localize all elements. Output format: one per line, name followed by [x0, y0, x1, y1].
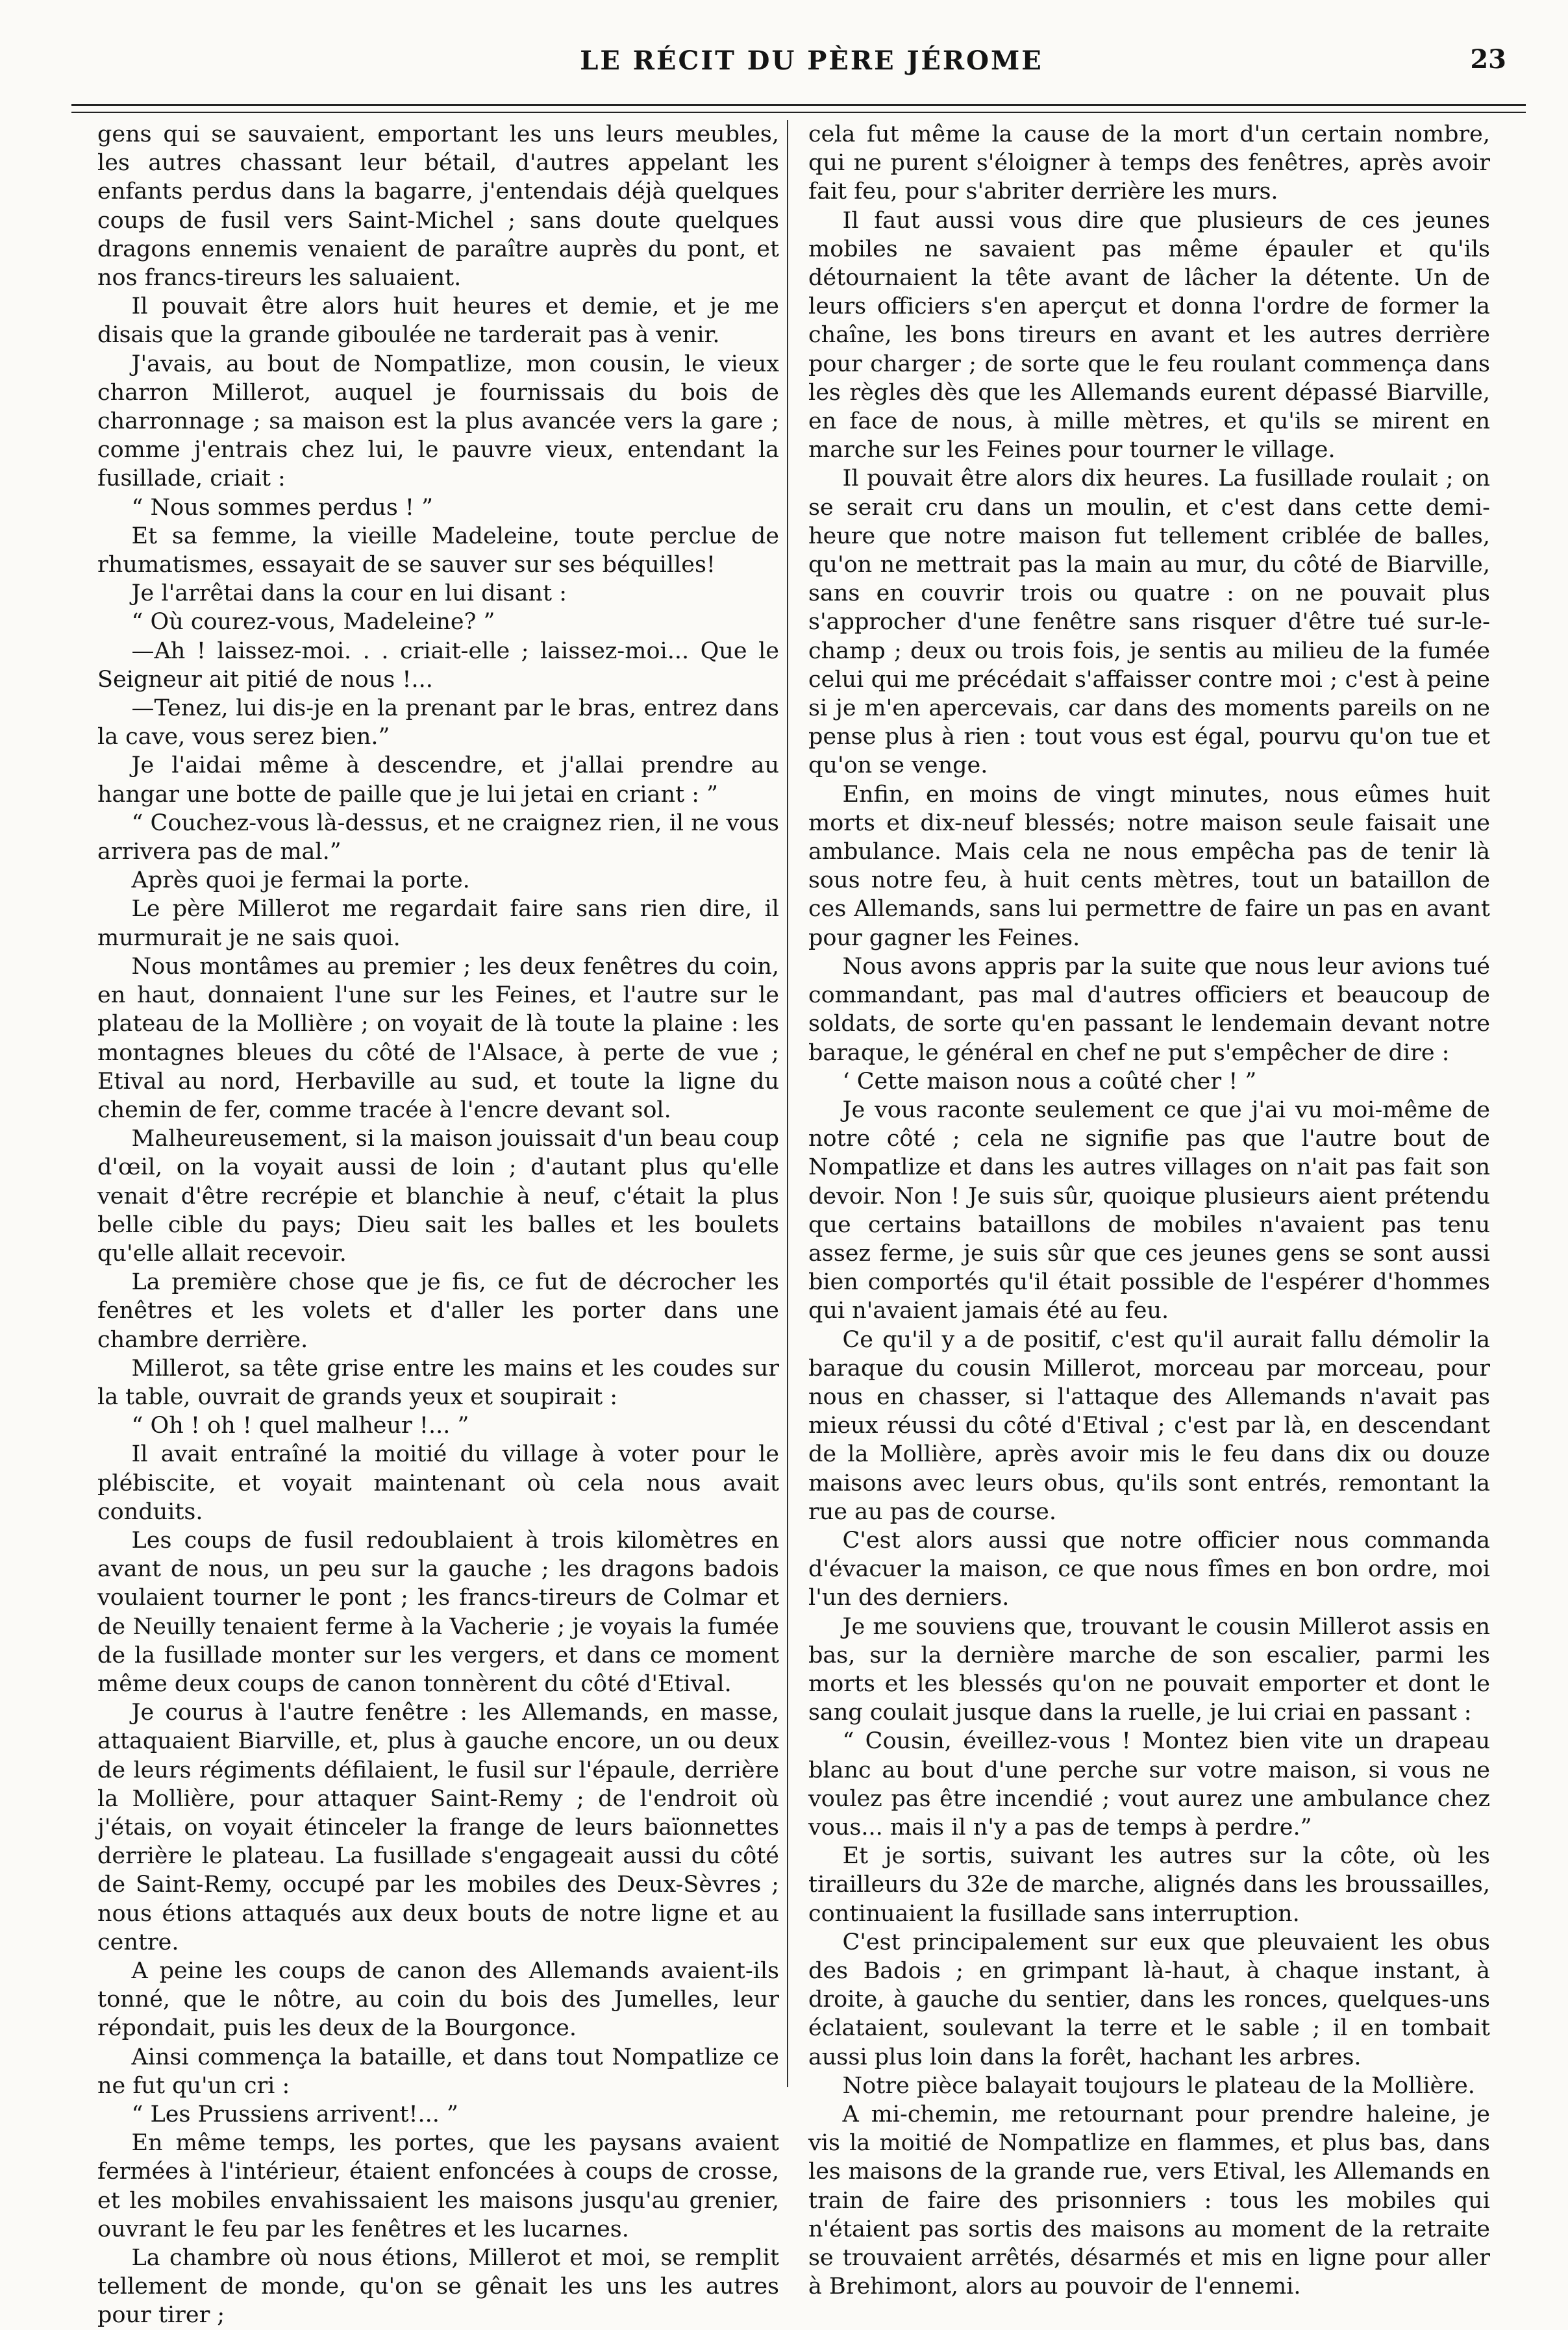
paragraph: Je l'arrêtai dans la cour en lui disant :: [131, 580, 567, 607]
paragraph: Et sa femme, la vieille Madeleine, toute perclue de rhumatismes, essayait de se sauver sur ses béquilles!: [97, 523, 779, 578]
paragraph: “ Couchez-vous là-dessus, et ne craignez rien, il ne vous arrivera pas de mal.”: [97, 810, 779, 865]
right-column: [808, 120, 1490, 2301]
paragraph: “ Nous sommes perdus ! ”: [131, 494, 434, 521]
paragraph: Après quoi je fermai la porte.: [131, 867, 470, 894]
paragraph: Je courus à l'autre fenêtre : les Allemands, en masse, attaquaient Biarville, et, plus à gauche encore, un ou deux de leurs régiments défilaient, le fusil sur l'épaule, derrière la Mollière, pour attaquer Saint-Remy ; de l'endroit où j'étais, on voyait étinceler la frange de leurs baïonnettes derrière le plateau. La fusillade s'engageait aussi du côté de Saint-Remy, occupé par les mobiles des Deux-Sèvres ; nous étions attaqués aux deux bouts de notre ligne et au centre.: [97, 1700, 779, 1955]
column-divider: [787, 120, 788, 2087]
paragraph: “ Les Prussiens arrivent!... ”: [131, 2101, 458, 2128]
header-rule: [71, 104, 1526, 106]
running-title: LE RÉCIT DU PÈRE JÉROME: [580, 45, 1043, 76]
paragraph: Je me souviens que, trouvant le cousin Millerot assis en bas, sur la dernière marche de son escalier, parmi les morts et les blessés qu'on ne pouvait emporter et dont le sang coulait jusque dans la ruelle, je lui criai en passant :: [808, 1613, 1490, 1726]
paragraph: “ Cousin, éveillez-vous ! Montez bien vite un drapeau blanc au bout d'une perche sur votre maison, si vous ne voulez pas être incendié ; vout aurez une ambulance chez vous... mais il n'y a pas de temps à perdre.”: [808, 1728, 1490, 1840]
paragraph: Ce qu'il y a de positif, c'est qu'il aurait fallu démolir la baraque du cousin Millerot, morceau par morceau, pour nous en chasser, si l'attaque des Allemands n'avait pas mieux réussi du côté d'Etival ; c'est par là, en descendant de la Mollière, après avoir mis le feu dans dix ou douze maisons avec leurs obus, qu'ils sont entrés, remontant la rue au pas de course.: [808, 1326, 1490, 1525]
header-rule-thin: [71, 112, 1526, 113]
paragraph: “ Oh ! oh ! quel malheur !... ”: [131, 1413, 469, 1439]
paragraph: Je l'aidai même à descendre, et j'allai prendre au hangar une botte de paille que je lui jetai en criant : ”: [97, 752, 779, 808]
paragraph: La chambre où nous étions, Millerot et moi, se remplit tellement de monde, qu'on se gênait les uns les autres pour tirer ;: [97, 2245, 779, 2329]
paragraph: En même temps, les portes, que les paysans avaient fermées à l'intérieur, étaient enfoncées à coups de crosse, et les mobiles envahissaient les maisons jusqu'au grenier, ouvrant le feu par les fenêtres et les lucarnes.: [97, 2130, 779, 2242]
paragraph: cela fut même la cause de la mort d'un certain nombre, qui ne purent s'éloigner à temps des fenêtres, après avoir fait feu, pour s'abriter derrière les murs.: [808, 121, 1490, 205]
paragraph: A peine les coups de canon des Allemands avaient-ils tonné, que le nôtre, au coin du bois des Jumelles, leur répondait, puis les deux de la Bourgonce.: [97, 1958, 779, 2042]
paragraph: Millerot, sa tête grise entre les mains et les coudes sur la table, ouvrait de grands yeux et soupirait :: [97, 1355, 779, 1410]
paragraph: C'est alors aussi que notre officier nous commanda d'évacuer la maison, ce que nous fîmes en bon ordre, moi l'un des derniers.: [808, 1527, 1490, 1611]
paragraph: Il pouvait être alors huit heures et demie, et je me disais que la grande giboulée ne tarderait pas à venir.: [97, 293, 779, 349]
paragraph: La première chose que je fis, ce fut de décrocher les fenêtres et les volets et d'aller les porter dans une chambre derrière.: [97, 1269, 779, 1353]
paragraph: Malheureusement, si la maison jouissait d'un beau coup d'œil, on la voyait aussi de loin ; d'autant plus qu'elle venait d'être recrépie et blanchie à neuf, c'était la plus belle cible du pays; Dieu sait les balles et les boulets qu'elle allait recevoir.: [97, 1126, 779, 1267]
page-header: [52, 39, 1519, 84]
paragraph: C'est principalement sur eux que pleuvaient les obus des Badois ; en grimpant là-haut, à chaque instant, à droite, à gauche du sentier, dans les ronces, quelques-uns éclataient, soulevant la terre et le sable ; il en tombait aussi plus loin dans la forêt, hachant les arbres.: [808, 1929, 1490, 2070]
paragraph: Notre pièce balayait toujours le plateau de la Mollière.: [842, 2072, 1475, 2099]
paragraph: —Tenez, lui dis-je en la prenant par le bras, entrez dans la cave, vous serez bien.”: [97, 695, 779, 750]
paragraph: Le père Millerot me regardait faire sans rien dire, il murmurait je ne sais quoi.: [97, 896, 779, 951]
left-column: [97, 120, 779, 2330]
paragraph: Nous avons appris par la suite que nous leur avions tué commandant, pas mal d'autres officiers et beaucoup de soldats, de sorte qu'en passant le lendemain devant notre baraque, le général en chef ne put s'empêcher de dire :: [808, 953, 1490, 1066]
paragraph: ‘ Cette maison nous a coûté cher ! ”: [842, 1068, 1257, 1095]
paragraph: Il faut aussi vous dire que plusieurs de ces jeunes mobiles ne savaient pas même épauler et qu'ils détournaient la tête avant de lâcher la détente. Un de leurs officiers s'en aperçut et donna l'ordre de former la chaîne, les bons tireurs en avant et les autres derrière pour charger ; de sorte que le feu roulant commença dans les règles dès que les Allemands eurent dépassé Biarville, en face de nous, à mille mètres, et qu'ils se mirent en marche sur les Feines pour tourner le village.: [808, 207, 1490, 464]
paragraph: J'avais, au bout de Nompatlize, mon cousin, le vieux charron Millerot, auquel je fournissais du bois de charronnage ; sa maison est la plus avancée vers la gare ; comme j'entrais chez lui, le pauvre vieux, entendant la fusillade, criait :: [97, 351, 779, 492]
paragraph: Il avait entraîné la moitié du village à voter pour le plébiscite, et voyait maintenant où cela nous avait conduits.: [97, 1441, 779, 1525]
paragraph: —Ah ! laissez-moi. . . criait-elle ; laissez-moi... Que le Seigneur ait pitié de nous !...: [97, 638, 779, 693]
paragraph: Je vous raconte seulement ce que j'ai vu moi-même de notre côté ; cela ne signifie pas que l'autre bout de Nompatlize et dans les autres villages on n'ait pas fait son devoir. Non ! Je suis sûr, quoique plusieurs aient prétendu que certains bataillons de mobiles n'avaient pas tenu assez ferme, je suis sûr que ces jeunes gens se sont aussi bien comportés qu'il était possible de l'espérer d'hommes qui n'avaient jamais été au feu.: [808, 1097, 1490, 1324]
paragraph: Nous montâmes au premier ; les deux fenêtres du coin, en haut, donnaient l'une sur les Feines, et l'autre sur le plateau de la Mollière ; on voyait de là toute la plaine : les montagnes bleues du côté de l'Alsace, à perte de vue ; Etival au nord, Herbaville au sud, et toute la ligne du chemin de fer, comme tracée à l'encre devant sol.: [97, 953, 779, 1123]
page-number: 23: [1470, 44, 1506, 75]
paragraph: A mi-chemin, me retournant pour prendre haleine, je vis la moitié de Nompatlize en flammes, et plus bas, dans les maisons de la grande rue, vers Etival, les Allemands en train de faire des prisonniers : tous les mobiles qui n'étaient pas sortis des maisons au moment de la retraite se trouvaient arrêtés, désarmés et mis en ligne pour aller à Brehimont, alors au pouvoir de l'ennemi.: [808, 2101, 1490, 2300]
paragraph: Ainsi commença la bataille, et dans tout Nompatlize ce ne fut qu'un cri :: [97, 2044, 779, 2099]
paragraph: Il pouvait être alors dix heures. La fusillade roulait ; on se serait cru dans un moulin, et c'est dans cette demi-heure que notre maison fut tellement criblée de balles, qu'on ne mettrait pas la main au mur, du côté de Biarville, sans en couvrir trois ou quatre : on ne pouvait plus s'approcher d'une fenêtre sans risquer d'être tué sur-le-champ ; deux ou trois fois, je sentis au milieu de la fumée celui qui me précédait s'affaisser contre moi ; c'est à peine si je m'en apercevais, car dans des moments pareils on ne pense plus à rien : tout vous est égal, pourvu qu'on tue et qu'on se venge.: [808, 465, 1490, 779]
paragraph: Les coups de fusil redoublaient à trois kilomètres en avant de nous, un peu sur la gauche ; les dragons badois voulaient tourner le pont ; les francs-tireurs de Colmar et de Neuilly tenaient ferme à la Vacherie ; je voyais la fumée de la fusillade monter sur les vergers, et dans ce moment même deux coups de canon tonnèrent du côté d'Etival.: [97, 1527, 779, 1697]
paragraph: Et je sortis, suivant les autres sur la côte, où les tirailleurs du 32e de marche, alignés dans les broussailles, continuaient la fusillade sans interruption.: [808, 1843, 1490, 1927]
paragraph: gens qui se sauvaient, emportant les uns leurs meubles, les autres chassant leur bétail, d'autres appelant les enfants perdus dans la bagarre, j'entendais déjà quelques coups de fusil vers Saint-Michel ; sans doute quelques dragons ennemis venaient de paraître auprès du pont, et nos francs-tireurs les saluaient.: [97, 121, 779, 291]
paragraph: “ Où courez-vous, Madeleine? ”: [131, 609, 495, 636]
paragraph: Enfin, en moins de vingt minutes, nous eûmes huit morts et dix-neuf blessés; notre maison seule faisait une ambulance. Mais cela ne nous empêcha pas de tenir là sous notre feu, à huit cents mètres, tout un bataillon de ces Allemands, sans lui permettre de faire un pas en avant pour gagner les Feines.: [808, 781, 1490, 951]
